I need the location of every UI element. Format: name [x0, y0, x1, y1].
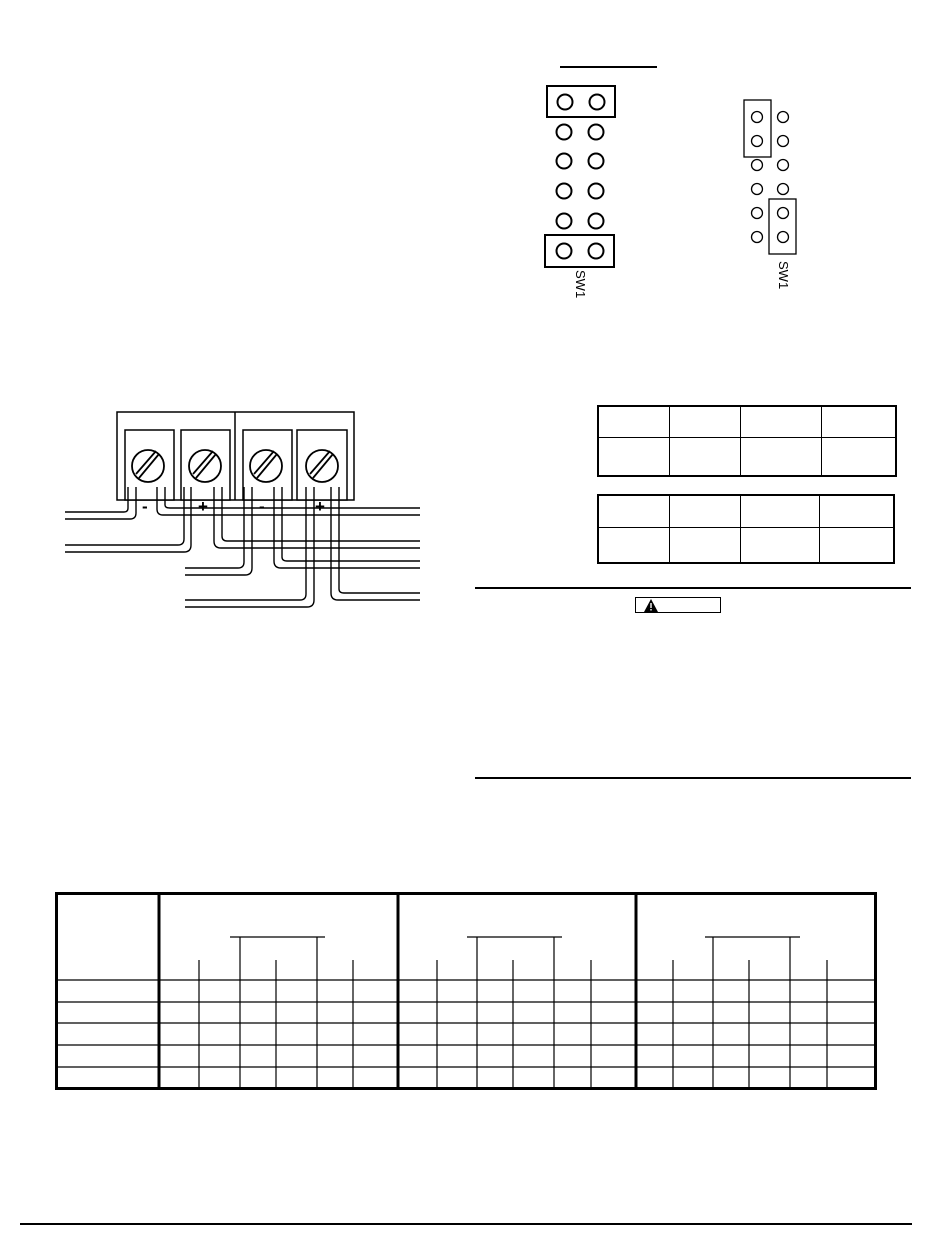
footer-rule: [20, 1223, 912, 1225]
caution-badge: [635, 597, 721, 613]
settings-table-1: [597, 405, 897, 477]
polarity-pos-2: +: [315, 497, 325, 516]
settings-table-2: [597, 494, 895, 564]
wires: [65, 487, 420, 607]
polarity-pos-1: +: [198, 497, 208, 516]
jumper-diagram-large: [520, 55, 680, 315]
small-shunt-top: [744, 100, 771, 157]
sw1-label-large: SW1: [573, 270, 588, 299]
main-data-table: [55, 892, 878, 1092]
jumper-pins: [557, 95, 605, 259]
jumper-diagram-small: [735, 95, 805, 295]
small-pins: [752, 112, 789, 243]
terminal-wiring-diagram: [60, 405, 430, 620]
caution-bottom-rule: [475, 777, 911, 779]
sw1-label-small: SW1: [776, 261, 791, 290]
caution-top-rule: [475, 587, 911, 589]
polarity-neg-1: -: [142, 497, 148, 516]
warning-triangle-icon: [644, 599, 658, 612]
polarity-neg-2: -: [259, 497, 265, 516]
